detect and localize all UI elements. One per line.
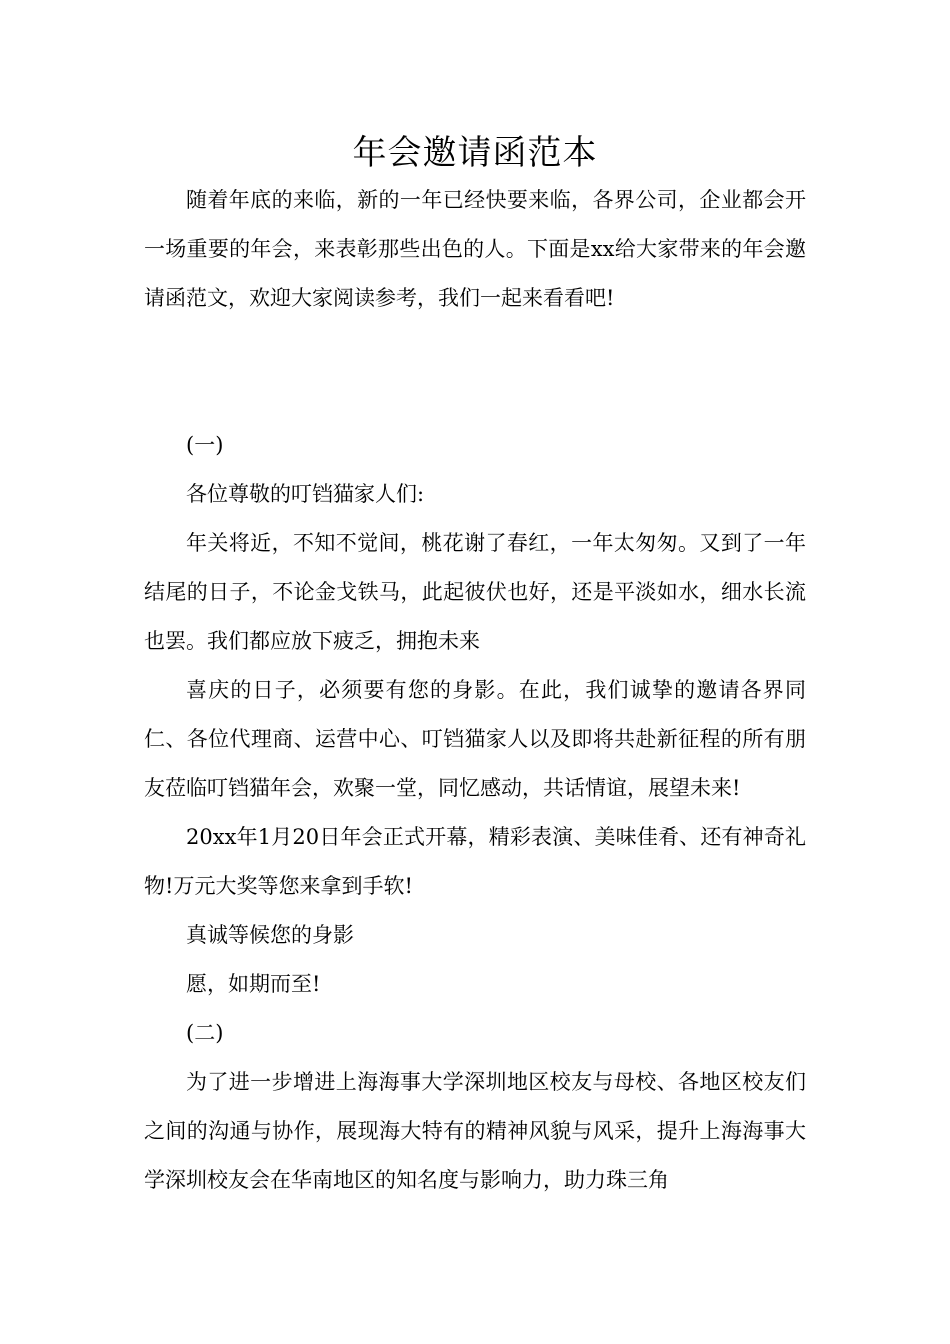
closing-line: 愿，如期而至! xyxy=(186,972,321,996)
closing-line: 真诚等候您的身影 xyxy=(186,923,354,947)
blank-spacing xyxy=(144,323,806,421)
body-paragraph: 喜庆的日子，必须要有您的身影。在此，我们诚挚的邀请各界同仁、各位代理商、运营中心、叮铛猫家人以及即将共赴新征程的所有朋友莅临叮铛猫年会，欢聚一堂，同忆感动，共话情谊，展望未来! xyxy=(144,678,806,800)
document-title: 年会邀请函范本 xyxy=(352,133,598,173)
body-paragraph: 年关将近，不知不觉间，桃花谢了春红，一年太匆匆。又到了一年结尾的日子，不论金戈铁马，此起彼伏也好，还是平淡如水，细水长流也罢。我们都应放下疲乏，拥抱未来 xyxy=(144,531,806,653)
body-paragraph: 为了进一步增进上海海事大学深圳地区校友与母校、各地区校友们之间的沟通与协作，展现海大特有的精神风貌与风采，提升上海海事大学深圳校友会在华南地区的知名度与影响力，助力珠三角 xyxy=(144,1070,806,1192)
section-heading-two: (二) xyxy=(186,1021,224,1045)
document-body xyxy=(144,176,806,1205)
section-heading-one: (一) xyxy=(186,433,224,457)
intro-paragraph: 随着年底的来临，新的一年已经快要来临，各界公司，企业都会开一场重要的年会，来表彰那些出色的人。下面是xx给大家带来的年会邀请函范文，欢迎大家阅读参考，我们一起来看看吧! xyxy=(144,188,806,310)
body-paragraph: 20xx年1月20日年会正式开幕，精彩表演、美味佳肴、还有神奇礼物!万元大奖等您来拿到手软! xyxy=(144,825,806,898)
salutation: 各位尊敬的叮铛猫家人们: xyxy=(186,482,425,506)
